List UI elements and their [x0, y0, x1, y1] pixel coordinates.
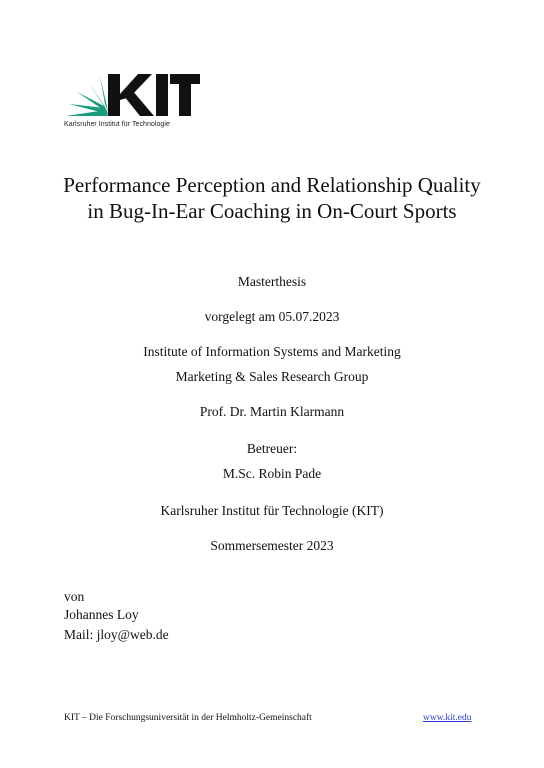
submission-date: vorgelegt am 05.07.2023: [204, 309, 340, 324]
author-mail: Mail: jloy@web.de: [64, 627, 169, 642]
thesis-type: Masterthesis: [237, 274, 307, 289]
advisor-name: M.Sc. Robin Pade: [222, 466, 322, 481]
footer-tagline: KIT – Die Forschungsuniversität in der Helmholtz-Gemeinschaft: [64, 713, 312, 723]
thesis-title: Performance Perception and Relationship Quality in Bug-In-Ear Coaching in On-Court Sports: [63, 173, 481, 223]
author-by-label: von: [64, 589, 85, 604]
advisor-label: Betreuer:: [246, 441, 298, 456]
research-group: Marketing & Sales Research Group: [175, 369, 369, 384]
semester: Sommersemester 2023: [210, 538, 334, 553]
author-name: Johannes Loy: [64, 607, 139, 622]
kit-logo-icon: [64, 70, 200, 120]
professor-name: Prof. Dr. Martin Klarmann: [199, 404, 345, 419]
kit-logo: [64, 70, 200, 132]
logo-subtitle: Karlsruher Institut für Technologie: [64, 121, 170, 128]
university-name: Karlsruher Institut für Technologie (KIT): [160, 503, 384, 518]
institute-name: Institute of Information Systems and Marketing: [143, 344, 401, 359]
footer-website-link[interactable]: www.kit.edu: [423, 713, 472, 723]
